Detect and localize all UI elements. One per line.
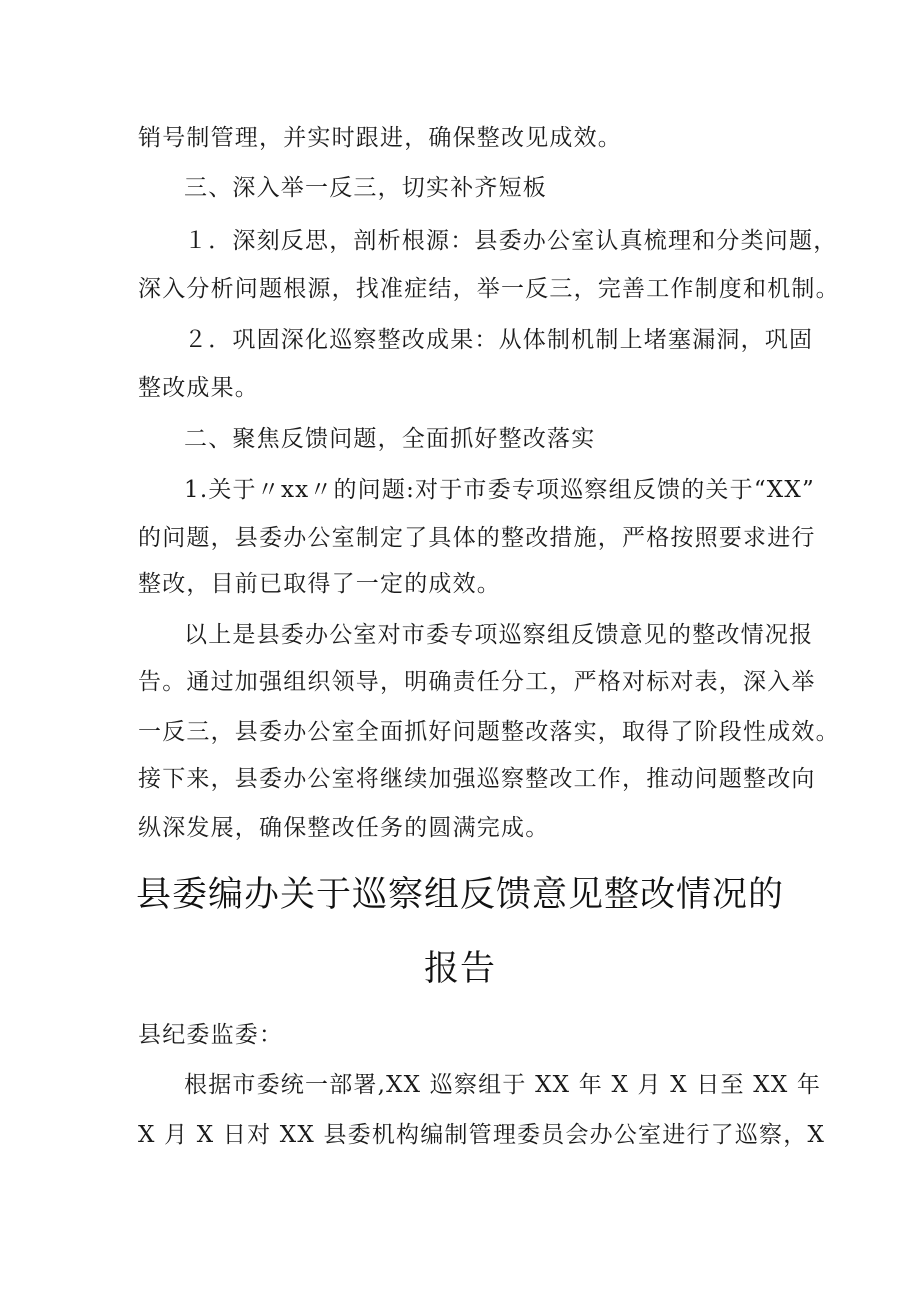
conclusion-line3: 一反三，县委办公室全面抓好问题整改落实，取得了阶段性成效。 xyxy=(138,719,840,745)
salutation: 县纪委监委： xyxy=(138,1022,284,1048)
section-two-item1-line1: 1.关于〃xx〃的问题:对于市委专项巡察组反馈的关于“XX” xyxy=(184,477,815,503)
section-three-item2-line2: 整改成果。 xyxy=(138,375,259,401)
conclusion-line5: 纵深发展，确保整改任务的圆满完成。 xyxy=(138,815,550,841)
section-two-item1-line3: 整改，目前已取得了一定的成效。 xyxy=(138,571,501,597)
section-two-heading: 二、聚焦反馈问题，全面抓好整改落实 xyxy=(184,426,596,452)
section-three-item1-line2: 深入分析问题根源，找准症结，举一反三，完善工作制度和机制。 xyxy=(138,276,840,302)
conclusion-line2: 告。通过加强组织领导，明确责任分工，严格对标对表，深入举 xyxy=(138,669,816,695)
section-three-item2-line1: ２．巩固深化巡察整改成果：从体制机制上堵塞漏洞，巩固 xyxy=(184,327,814,353)
section-two-item1-line2: 的问题，县委办公室制定了具体的整改措施，严格按照要求进行 xyxy=(138,525,816,551)
section-three-item1-line1: １．深刻反思，剖析根源：县委办公室认真梳理和分类问题， xyxy=(184,228,838,254)
report-body-line2: X 月 X 日对 XX 县委机构编制管理委员会办公室进行了巡察，X xyxy=(138,1122,826,1148)
report-title-line1: 县委编办关于巡察组反馈意见整改情况的 xyxy=(135,875,784,915)
report-title-line2: 报告 xyxy=(423,949,496,989)
section-three-heading: 三、深入举一反三，切实补齐短板 xyxy=(184,175,547,201)
conclusion-line4: 接下来，县委办公室将继续加强巡察整改工作，推动问题整改向 xyxy=(138,766,816,792)
conclusion-line1: 以上是县委办公室对市委专项巡察组反馈意见的整改情况报 xyxy=(184,622,814,648)
report-body-line1: 根据市委统一部署,XX 巡察组于 XX 年 X 月 X 日至 XX 年 xyxy=(184,1072,822,1098)
continuation-text: 销号制管理，并实时跟进，确保整改见成效。 xyxy=(138,125,622,151)
